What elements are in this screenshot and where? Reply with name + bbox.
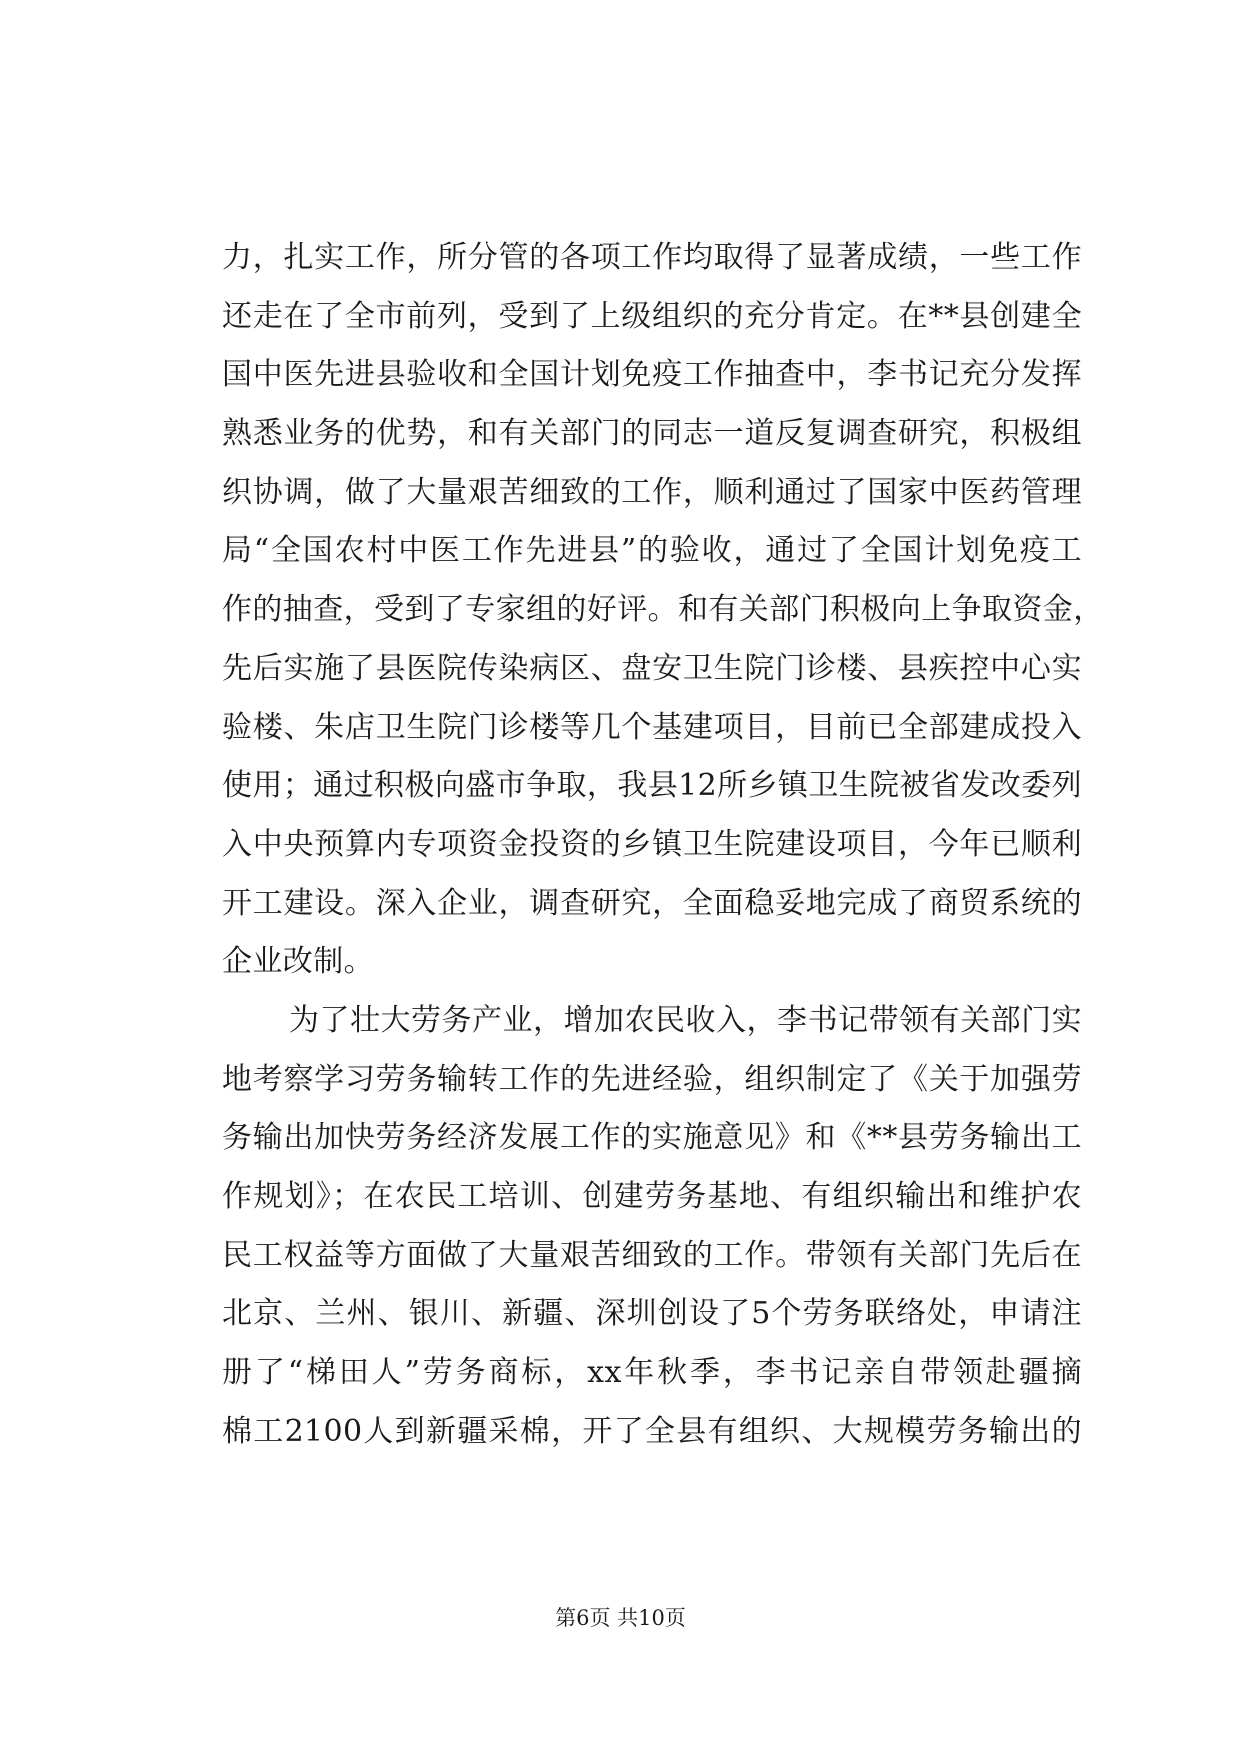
text-line: 使用；通过积极向盛市争取，我县12所乡镇卫生院被省发改委列 bbox=[222, 768, 1082, 804]
body-text bbox=[222, 229, 1104, 1461]
text-line: 作规划》；在农民工培训、创建劳务基地、有组织输出和维护农 bbox=[222, 1179, 1082, 1214]
text-line: 作的抽查，受到了专家组的好评。和有关部门积极向上争取资金， bbox=[222, 592, 1104, 628]
text-line: 验楼、朱店卫生院门诊楼等几个基建项目，目前已全部建成投入 bbox=[222, 709, 1082, 745]
text-line: 力，扎实工作，所分管的各项工作均取得了显著成绩，一些工作 bbox=[222, 240, 1082, 275]
text-line: 民工权益等方面做了大量艰苦细致的工作。带领有关部门先后在 bbox=[222, 1237, 1082, 1273]
text-line: 熟悉业务的优势，和有关部门的同志一道反复调查研究，积极组 bbox=[222, 416, 1082, 452]
text-line: 为了壮大劳务产业，增加农民收入，李书记带领有关部门实 bbox=[289, 1002, 1082, 1038]
text-line: 册了“梯田人”劳务商标，xx年秋季，李书记亲自带领赴疆摘 bbox=[222, 1355, 1082, 1391]
text-line: 国中医先进县验收和全国计划免疫工作抽查中，李书记充分发挥 bbox=[222, 357, 1082, 393]
text-line: 务输出加快劳务经济发展工作的实施意见》和《**县劳务输出工 bbox=[222, 1120, 1082, 1156]
text-line: 开工建设。深入企业，调查研究，全面稳妥地完成了商贸系统的 bbox=[222, 885, 1082, 921]
text-line: 还走在了全市前列，受到了上级组织的充分肯定。在**县创建全 bbox=[222, 298, 1082, 334]
text-line: 先后实施了县医院传染病区、盘安卫生院门诊楼、县疾控中心实 bbox=[222, 650, 1082, 686]
text-line: 企业改制。 bbox=[222, 944, 374, 980]
text-line: 织协调，做了大量艰苦细致的工作，顺利通过了国家中医药管理 bbox=[222, 474, 1082, 510]
text-line: 局“全国农村中医工作先进县”的验收，通过了全国计划免疫工 bbox=[222, 533, 1082, 569]
text-line: 入中央预算内专项资金投资的乡镇卫生院建设项目，今年已顺利 bbox=[222, 826, 1082, 862]
page-footer: 第6页 共10页 bbox=[555, 1606, 686, 1630]
text-line: 北京、兰州、银川、新疆、深圳创设了5个劳务联络处，申请注 bbox=[222, 1296, 1082, 1332]
text-line: 棉工2100人到新疆采棉，开了全县有组织、大规模劳务输出的 bbox=[222, 1413, 1082, 1449]
text-line: 地考察学习劳务输转工作的先进经验，组织制定了《关于加强劳 bbox=[222, 1061, 1082, 1097]
